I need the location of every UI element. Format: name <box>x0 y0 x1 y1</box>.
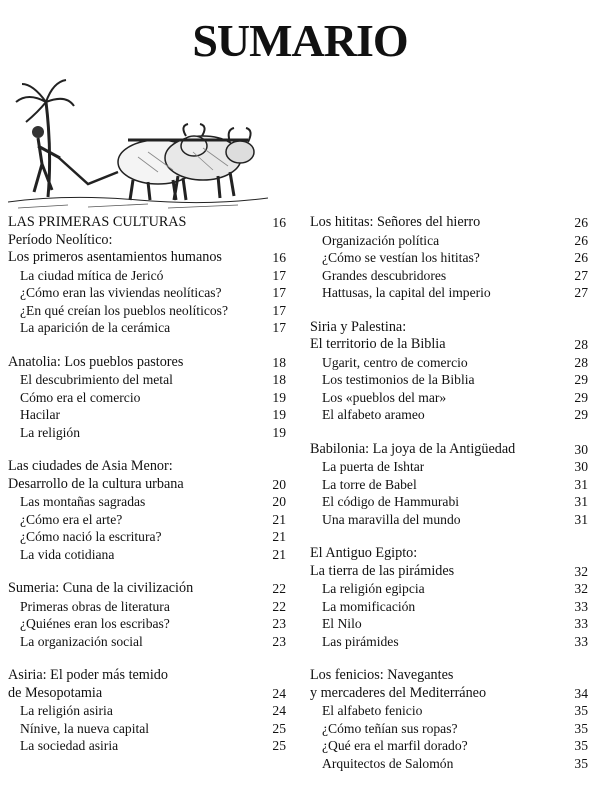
toc-subentry[interactable] <box>310 284 588 302</box>
toc-heading[interactable] <box>8 354 286 372</box>
toc-page-number: 29 <box>574 407 588 422</box>
toc-entry-title: ¿Quiénes eran los escribas? <box>20 616 170 631</box>
toc-heading[interactable] <box>8 214 286 232</box>
toc-page-number: 33 <box>574 616 588 631</box>
toc-page-number: 25 <box>272 720 286 736</box>
toc-heading[interactable] <box>8 458 286 476</box>
toc-section <box>310 545 588 650</box>
toc-entry-title: de Mesopotamia <box>8 684 103 701</box>
toc-subentry[interactable] <box>8 493 286 511</box>
toc-subentry[interactable] <box>8 737 286 755</box>
toc-page-number: 32 <box>574 563 588 579</box>
toc-subentry[interactable] <box>310 232 588 250</box>
toc-subentry[interactable] <box>310 580 588 598</box>
toc-page-number: 33 <box>574 633 588 649</box>
toc-page-number <box>568 319 588 337</box>
toc-entry-title: La vida cotidiana <box>20 546 115 562</box>
toc-page-number <box>568 545 588 563</box>
toc-page-number: 32 <box>574 581 588 596</box>
toc-page-number: 24 <box>272 703 286 718</box>
toc-subentry[interactable] <box>310 493 588 511</box>
toc-subentry[interactable] <box>8 406 286 424</box>
toc-page-number: 21 <box>272 529 286 544</box>
toc-entry-title: La momificación <box>322 598 416 614</box>
toc-subentry[interactable] <box>8 371 286 389</box>
toc-heading[interactable] <box>310 667 588 685</box>
toc-entry-title: Los hititas: Señores del hierro <box>310 214 481 230</box>
toc-entry-title: Organización política <box>322 232 440 248</box>
toc-page-number: 17 <box>272 302 286 318</box>
toc-section <box>310 214 588 302</box>
toc-entry-title: Sumeria: Cuna de la civilización <box>8 580 194 596</box>
toc-page-number: 25 <box>272 738 286 753</box>
toc-subentry[interactable] <box>310 755 588 773</box>
toc-page-number: 26 <box>574 215 588 230</box>
toc-subentry[interactable] <box>310 633 588 651</box>
toc-heading[interactable] <box>8 580 286 598</box>
toc-page-number <box>266 667 286 685</box>
toc-page-number: 16 <box>272 215 286 230</box>
toc-entry-title: La religión <box>20 424 81 440</box>
toc-page-number: 29 <box>574 372 588 387</box>
toc-entry-title: Asiria: El poder más temido <box>8 667 168 683</box>
toc-section <box>8 354 286 442</box>
toc-entry-title: Los primeros asentamientos humanos <box>8 249 222 265</box>
toc-subentry[interactable] <box>310 511 588 529</box>
toc-entry-title: La tierra de las pirámides <box>310 562 455 579</box>
toc-entry-title: La organización social <box>20 633 143 649</box>
toc-subentry[interactable] <box>8 546 286 564</box>
toc-page-number: 19 <box>272 389 286 405</box>
toc-page-number: 34 <box>574 685 588 701</box>
toc-entry-title: La religión asiria <box>20 703 113 718</box>
toc-section <box>310 319 588 424</box>
toc-entry-title: ¿Cómo teñían sus ropas? <box>322 720 458 736</box>
toc-entry-title: Ugarit, centro de comercio <box>322 354 468 370</box>
toc-page-number: 35 <box>574 703 588 718</box>
toc-page-number: 28 <box>574 337 588 352</box>
toc-page-number: 17 <box>272 267 286 283</box>
toc-entry-title: Los «pueblos del mar» <box>322 389 447 405</box>
toc-page-number: 31 <box>574 494 588 509</box>
toc-page-number: 27 <box>574 267 588 283</box>
toc-subentry[interactable] <box>8 284 286 302</box>
toc-subentry[interactable] <box>8 615 286 633</box>
toc-entry-title: Babilonia: La joya de la Antigüedad <box>310 440 516 457</box>
toc-entry-title: El Antiguo Egipto: <box>310 545 418 561</box>
toc-left-column <box>8 214 286 772</box>
toc-subentry[interactable] <box>8 511 286 529</box>
oxen-plough-illustration-icon <box>8 62 268 212</box>
toc-subentry[interactable] <box>8 598 286 616</box>
toc-page-number: 16 <box>272 250 286 265</box>
toc-page-number: 31 <box>574 511 588 527</box>
toc-entry-title: Las montañas sagradas <box>20 494 146 509</box>
toc-page-number: 18 <box>272 372 286 387</box>
toc-subentry[interactable] <box>310 737 588 755</box>
toc-section <box>310 667 588 772</box>
toc-page-number: 31 <box>574 476 588 492</box>
toc-subentry[interactable] <box>8 528 286 546</box>
toc-heading[interactable] <box>8 667 286 685</box>
toc-heading[interactable] <box>310 441 588 459</box>
toc-entry-title: Desarrollo de la cultura urbana <box>8 475 184 492</box>
toc-heading[interactable] <box>310 545 588 563</box>
toc-entry-title: La torre de Babel <box>322 476 417 492</box>
toc-page-number: 23 <box>272 633 286 649</box>
toc-entry-title: El código de Hammurabi <box>322 494 460 509</box>
toc-entry-title: Período Neolítico: <box>8 231 113 248</box>
toc-page-number: 22 <box>272 581 286 596</box>
toc-entry-title: Cómo era el comercio <box>20 389 141 405</box>
toc-entry-title: Las ciudades de Asia Menor: <box>8 458 173 474</box>
toc-entry-title: ¿En qué creían los pueblos neolíticos? <box>20 302 228 318</box>
toc-entry-title: El territorio de la Biblia <box>310 336 446 352</box>
toc-subentry[interactable] <box>310 458 588 476</box>
toc-heading[interactable] <box>8 232 286 250</box>
toc-subentry[interactable] <box>8 302 286 320</box>
toc-entry-title: Hattusas, la capital del imperio <box>322 285 491 300</box>
toc-subentry[interactable] <box>310 354 588 372</box>
toc-subentry[interactable] <box>8 633 286 651</box>
toc-entry-title: ¿Qué era el marfil dorado? <box>322 738 468 753</box>
toc-section <box>8 580 286 650</box>
toc-entry-title: El alfabeto fenicio <box>322 703 423 718</box>
toc-heading[interactable] <box>310 563 588 581</box>
toc-subentry[interactable] <box>310 249 588 267</box>
toc-page-number: 24 <box>272 685 286 701</box>
toc-page-number <box>266 458 286 476</box>
toc-subentry[interactable] <box>310 720 588 738</box>
toc-section <box>8 667 286 755</box>
toc-page-number: 20 <box>272 476 286 492</box>
toc-page-number: 23 <box>272 616 286 631</box>
toc-entry-title: La aparición de la cerámica <box>20 320 171 335</box>
toc-page-number: 18 <box>272 354 286 370</box>
toc-page-number: 19 <box>272 424 286 440</box>
toc-heading[interactable] <box>8 476 286 494</box>
toc-entry-title: El alfabeto arameo <box>322 407 425 422</box>
toc-page-number: 21 <box>272 511 286 527</box>
toc-page-number: 29 <box>574 389 588 405</box>
toc-subentry[interactable] <box>310 476 588 494</box>
toc-heading[interactable] <box>8 685 286 703</box>
toc-page-number: 19 <box>272 407 286 422</box>
toc-subentry[interactable] <box>310 615 588 633</box>
toc-page-number: 35 <box>574 720 588 736</box>
toc-entry-title: ¿Cómo era el arte? <box>20 511 123 527</box>
toc-page-number: 26 <box>574 250 588 265</box>
toc-page-number: 33 <box>574 598 588 614</box>
toc-heading[interactable] <box>310 336 588 354</box>
toc-subentry[interactable] <box>310 598 588 616</box>
toc-subentry[interactable] <box>310 406 588 424</box>
toc-subentry[interactable] <box>8 389 286 407</box>
toc-entry-title: Siria y Palestina: <box>310 318 407 335</box>
toc-entry-title: Nínive, la nueva capital <box>20 720 150 736</box>
toc-entry-title: Grandes descubridores <box>322 267 447 283</box>
toc-subentry[interactable] <box>8 702 286 720</box>
toc-subentry[interactable] <box>8 720 286 738</box>
toc-entry-title: ¿Cómo nació la escritura? <box>20 529 162 544</box>
toc-entry-title: La religión egipcia <box>322 581 425 596</box>
toc-section <box>8 458 286 563</box>
toc-page-number <box>266 232 286 250</box>
toc-entry-title: Los testimonios de la Biblia <box>322 372 475 387</box>
toc-subentry[interactable] <box>310 371 588 389</box>
toc-entry-title: Una maravilla del mundo <box>322 511 461 527</box>
toc-heading[interactable] <box>310 319 588 337</box>
toc-page-number: 21 <box>272 546 286 562</box>
toc-subentry[interactable] <box>310 389 588 407</box>
toc-right-column <box>310 214 588 789</box>
toc-subentry[interactable] <box>8 319 286 337</box>
toc-entry-title: Los fenicios: Navegantes <box>310 667 454 683</box>
toc-entry-title: y mercaderes del Mediterráneo <box>310 684 487 701</box>
page-title: SUMARIO <box>192 15 408 66</box>
toc-subentry[interactable] <box>310 702 588 720</box>
toc-entry-title: Hacilar <box>20 407 60 422</box>
toc-entry-title: Las pirámides <box>322 633 399 649</box>
toc-page-number <box>568 667 588 685</box>
toc-entry-title: El descubrimiento del metal <box>20 372 173 387</box>
toc-page-number: 28 <box>574 354 588 370</box>
toc-heading[interactable] <box>8 249 286 267</box>
toc-entry-title: Arquitectos de Salomón <box>322 755 454 771</box>
toc-heading[interactable] <box>310 214 588 232</box>
toc-entry-title: Anatolia: Los pueblos pastores <box>8 353 184 370</box>
toc-page-number: 27 <box>574 285 588 300</box>
toc-section <box>310 441 588 529</box>
toc-entry-title: La ciudad mítica de Jericó <box>20 267 164 283</box>
toc-page-number: 17 <box>272 285 286 300</box>
toc-page-number: 20 <box>272 494 286 509</box>
toc-entry-title: La puerta de Ishtar <box>322 459 425 474</box>
toc-subentry[interactable] <box>8 267 286 285</box>
toc-page-number: 22 <box>272 598 286 614</box>
toc-entry-title: La sociedad asiria <box>20 738 119 753</box>
toc-entry-title: ¿Cómo se vestían los hititas? <box>322 250 480 265</box>
toc-entry-title: ¿Cómo eran las viviendas neolíticas? <box>20 285 222 300</box>
toc-page-number: 35 <box>574 755 588 771</box>
toc-heading[interactable] <box>310 685 588 703</box>
toc-page-number: 35 <box>574 738 588 753</box>
toc-entry-title: El Nilo <box>322 616 362 631</box>
toc-page-number: 17 <box>272 320 286 335</box>
toc-page-number: 26 <box>574 232 588 248</box>
toc-section <box>8 214 286 337</box>
toc-subentry[interactable] <box>310 267 588 285</box>
toc-page-number: 30 <box>574 441 588 457</box>
toc-page-number: 30 <box>574 459 588 474</box>
toc-entry-title: LAS PRIMERAS CULTURAS <box>8 214 187 230</box>
toc-entry-title: Primeras obras de literatura <box>20 598 170 614</box>
toc-subentry[interactable] <box>8 424 286 442</box>
